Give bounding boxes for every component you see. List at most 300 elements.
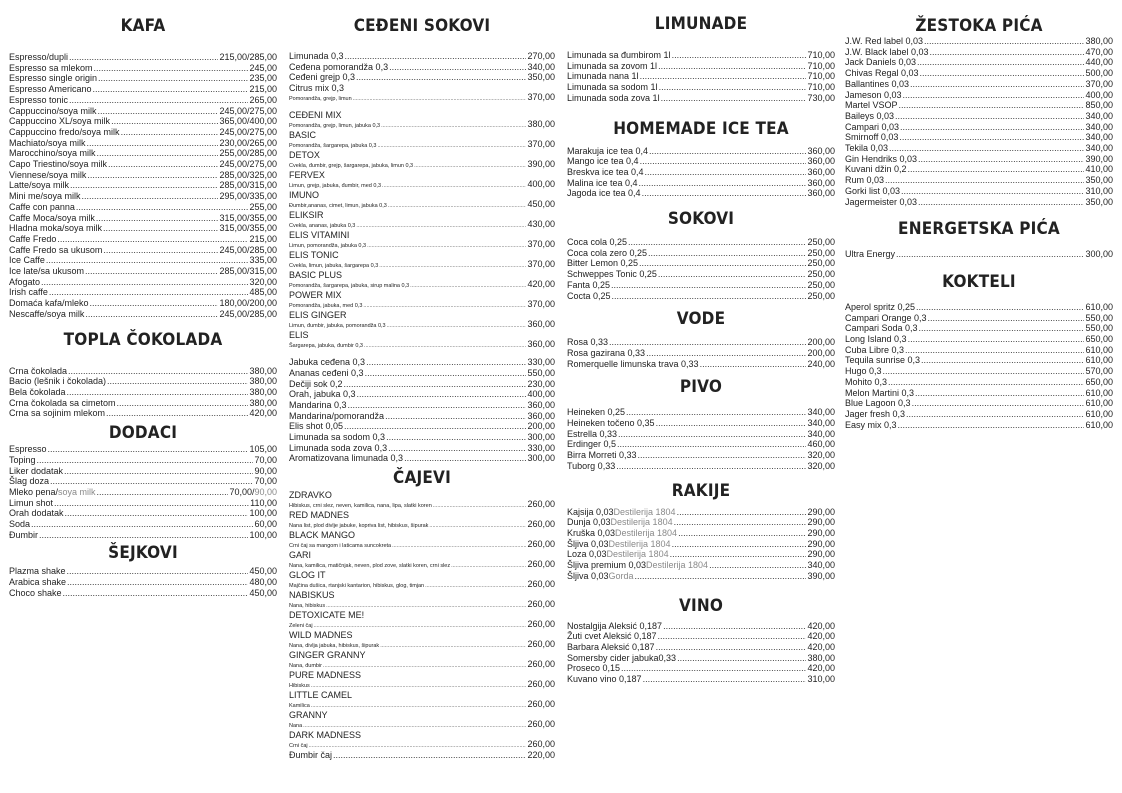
item-price: [807, 549, 835, 560]
leader-dots: [311, 682, 527, 690]
list-item: [567, 71, 835, 82]
leader-dots: [663, 621, 806, 632]
list-item: [289, 51, 555, 62]
item-price: [807, 178, 835, 189]
leader-dots: [640, 71, 807, 82]
combo-name: ZDRAVKO: [289, 490, 332, 501]
item-price-value: 315,00/355,00: [219, 212, 277, 223]
item-price-value: 320,00: [807, 460, 835, 471]
leader-dots: [648, 248, 806, 259]
item-price-value: 330,00: [527, 442, 555, 453]
list-item: [9, 255, 277, 266]
item-note: Destilerija 1804: [646, 560, 709, 571]
list-item: [9, 202, 277, 213]
item-name: Jagermeister 0,03: [845, 196, 918, 207]
leader-dots: [107, 376, 248, 387]
leader-dots: [896, 249, 1084, 260]
combo-desc: Cvekla, đumbir, grejp, šargarepa, jabuka, limun 0,3: [289, 163, 414, 170]
item-name: Caffe Moca/soya milk: [9, 212, 95, 223]
item-price-value: 240,00: [807, 358, 835, 369]
item-name: Cappuccino/soya milk: [9, 105, 97, 116]
item-price: [807, 93, 835, 104]
item-name: Crna čokolada sa cimetom: [9, 397, 116, 408]
item-price-value: 410,00: [1085, 164, 1113, 175]
item-price: [807, 269, 835, 280]
item-price: [807, 146, 835, 157]
item-price-value: 340,00: [807, 407, 835, 418]
item-price: [249, 588, 277, 599]
item-price-value: 335,00: [249, 255, 277, 266]
item-price: [527, 62, 555, 73]
combo-price: 260,00: [527, 739, 555, 750]
combo-price: 430,00: [527, 219, 555, 230]
leader-dots: [643, 674, 807, 685]
list-item: [567, 621, 835, 632]
leader-dots: [903, 90, 1085, 101]
leader-dots: [898, 420, 1085, 431]
leader-dots: [889, 143, 1084, 154]
leader-dots: [414, 162, 526, 170]
item-name: Tequila sunrise 0,3: [845, 355, 921, 366]
item-price-value: 310,00: [1085, 185, 1113, 196]
item-price-value: 420,00: [807, 631, 835, 642]
combo-desc-row: [289, 120, 555, 130]
section-title-pivo: PIVO: [679, 377, 723, 398]
item-name: Campari Orange 0,3: [845, 312, 927, 323]
leader-dots: [920, 68, 1085, 79]
combo-desc-row: [289, 320, 555, 330]
leader-dots: [433, 502, 527, 510]
combo-desc-row: [289, 260, 555, 270]
leader-dots: [677, 653, 806, 664]
list-item: [9, 508, 277, 519]
item-price-value: 610,00: [1085, 344, 1113, 355]
leader-dots: [658, 631, 807, 642]
item-price: [1085, 132, 1113, 143]
item-price-value: 290,00: [807, 538, 835, 549]
leader-dots: [677, 507, 807, 518]
item-name: Đumbir čaj: [289, 750, 333, 761]
item-price-value: 250,00: [807, 269, 835, 280]
item-price: [527, 432, 555, 443]
list-item: [9, 566, 277, 577]
item-price: [254, 519, 277, 530]
item-price-value: 380,00: [249, 376, 277, 387]
leader-dots: [709, 560, 806, 571]
combo-desc: Nana, divlja jabuka, hibiskus, šipurak: [289, 643, 380, 650]
item-name: Baileys 0,03: [845, 110, 895, 121]
citrus-mix-name: Citrus mix 0,3: [289, 83, 345, 94]
item-price: [527, 453, 555, 464]
list-item: [845, 355, 1113, 366]
combo-desc: Limun, đumbir, jabuka, pomorandža 0,3: [289, 323, 386, 330]
leader-dots: [303, 722, 526, 730]
combo-desc-row: [289, 540, 555, 550]
item-price: [527, 379, 555, 390]
item-price-value: 360,00: [807, 145, 835, 156]
list-item: [289, 62, 555, 73]
leader-dots: [117, 398, 249, 409]
item-price: [807, 571, 835, 582]
item-price: [1085, 154, 1113, 165]
item-price: [229, 487, 277, 498]
item-price-value: 60,00: [254, 519, 277, 530]
citrus-mix-price: 370,00: [527, 92, 555, 103]
item-name: Crna čokolada: [9, 365, 68, 376]
item-name: Hugo 0,3: [845, 366, 882, 377]
list-item: [567, 528, 835, 539]
list-item: [567, 280, 835, 291]
item-price-value: 360,00: [807, 156, 835, 167]
cedjeni-combos: [289, 110, 555, 350]
combo-item: [289, 730, 555, 750]
item-price-value: 315,00/355,00: [219, 223, 277, 234]
item-name: Chivas Regal 0,03: [845, 68, 919, 79]
leader-dots: [672, 50, 807, 61]
item-price: [807, 560, 835, 571]
combo-price: 370,00: [527, 259, 555, 270]
list-item: [567, 429, 835, 440]
citrus-mix-item: [289, 83, 555, 103]
leader-dots: [386, 432, 526, 443]
leader-dots: [387, 322, 527, 330]
combo-desc-row: [289, 640, 555, 650]
item-price: [219, 138, 277, 149]
item-price-value: 380,00: [249, 386, 277, 397]
item-price: [1085, 197, 1113, 208]
leader-dots: [76, 202, 249, 213]
list-item: [845, 164, 1113, 175]
item-name: Šlag doza: [9, 476, 50, 487]
item-price: [249, 530, 277, 541]
combo-name: PURE MADNESS: [289, 670, 362, 681]
list-item: [845, 345, 1113, 356]
item-name: Mango ice tea 0,4: [567, 156, 639, 167]
item-name: Plazma shake: [9, 566, 66, 577]
leader-dots: [333, 750, 526, 761]
item-price: [249, 398, 277, 409]
item-name: Limun shot: [9, 497, 54, 508]
item-name: Kuvano vino 0,187: [567, 674, 642, 685]
item-price: [249, 73, 277, 84]
item-price: [1085, 57, 1113, 68]
item-price: [807, 528, 835, 539]
energetska-pica-list: [845, 249, 1113, 260]
item-name: Schweppes Tonic 0,25: [567, 269, 657, 280]
combo-item: [289, 590, 555, 610]
list-item: [9, 191, 277, 202]
section-title-kokteli: KOKTELI: [942, 271, 1016, 292]
item-price-value: 610,00: [1085, 398, 1113, 409]
leader-dots: [379, 262, 526, 270]
combo-item: [289, 690, 555, 710]
item-name: Cocta 0,25: [567, 290, 611, 301]
list-item: [9, 487, 277, 498]
list-item: [567, 642, 835, 653]
list-item: [567, 631, 835, 642]
item-name: Jameson 0,03: [845, 89, 902, 100]
item-price: [807, 631, 835, 642]
combo-item: [289, 510, 555, 530]
vode-list: [567, 337, 835, 369]
combo-price: 450,00: [527, 199, 555, 210]
leader-dots: [621, 663, 806, 674]
combo-item: [289, 550, 555, 570]
list-item: [845, 79, 1113, 90]
combo-desc-row: [289, 180, 555, 190]
item-name: Jack Daniels 0,03: [845, 57, 917, 68]
item-price: [254, 466, 277, 477]
item-price-value: 255,00: [249, 201, 277, 212]
item-price-value: 460,00: [807, 439, 835, 450]
leader-dots: [928, 313, 1085, 324]
combo-desc: Hibiskus, crni slez, neven, kamilica, nana, lipa, slatki koren: [289, 503, 432, 510]
item-price: [807, 359, 835, 370]
item-price: [249, 277, 277, 288]
item-price-value: 245,00/285,00: [219, 244, 277, 255]
item-price-value: 230,00/265,00: [219, 137, 277, 148]
item-price: [1085, 409, 1113, 420]
combo-price: 260,00: [527, 599, 555, 610]
item-price: [249, 566, 277, 577]
combo-desc-row: [289, 600, 555, 610]
item-price: [1085, 334, 1113, 345]
leader-dots: [915, 388, 1084, 399]
item-price: [1085, 36, 1113, 47]
item-price-value: 340,00: [527, 61, 555, 72]
leader-dots: [96, 213, 219, 224]
item-price: [807, 621, 835, 632]
list-item: [9, 277, 277, 288]
list-item: [9, 519, 277, 530]
combo-desc: Cvekla, limun, jabuka, šargarepa 0,3: [289, 263, 379, 270]
leader-dots: [918, 154, 1084, 165]
combo-item: [289, 290, 555, 310]
leader-dots: [888, 377, 1084, 388]
leader-dots: [345, 51, 527, 62]
list-item: [567, 167, 835, 178]
item-note: soya milk: [58, 486, 96, 497]
item-name: Ananas ceđeni 0,3: [289, 367, 364, 378]
list-item: [567, 407, 835, 418]
leader-dots: [919, 323, 1085, 334]
item-price-value: 250,00: [807, 290, 835, 301]
leader-dots: [348, 400, 527, 411]
item-price-value: 285,00/315,00: [219, 180, 277, 191]
item-name: Campari Soda 0,3: [845, 323, 918, 334]
list-item: [567, 178, 835, 189]
list-item: [567, 156, 835, 167]
list-item: [845, 90, 1113, 101]
combo-price: 260,00: [527, 579, 555, 590]
leader-dots: [429, 522, 526, 530]
item-name: J.W. Black label 0,03: [845, 46, 929, 57]
item-price: [527, 51, 555, 62]
combo-item: [289, 570, 555, 590]
item-name: Espresso sa mlekom: [9, 62, 93, 73]
item-name: Mohito 0,3: [845, 376, 888, 387]
list-item: [845, 47, 1113, 58]
item-price: [807, 429, 835, 440]
item-price-value: 350,00: [1085, 196, 1113, 207]
item-name: Jabuka ceđena 0,3: [289, 357, 366, 368]
list-item: [9, 298, 277, 309]
item-price-value: 340,00: [807, 560, 835, 571]
item-name: Caffe Fredo sa ukusom: [9, 244, 103, 255]
list-item: [567, 507, 835, 518]
leader-dots: [912, 398, 1085, 409]
section-title-limunade: LIMUNADE: [654, 14, 748, 34]
section-title-zestoka-pica: ŽESTOKA PIĆA: [915, 16, 1043, 36]
item-name: Marocchino/soya milk: [9, 148, 96, 159]
leader-dots: [885, 175, 1084, 186]
item-price-value: 440,00: [1085, 57, 1113, 68]
combo-name: ELIS GINGER: [289, 310, 347, 321]
item-price-value: 450,00: [249, 566, 277, 577]
leader-dots: [906, 409, 1084, 420]
item-price: [527, 421, 555, 432]
leader-dots: [910, 79, 1084, 90]
combo-item: [289, 650, 555, 670]
list-item: [9, 444, 277, 455]
item-name: Dečiji sok 0,2: [289, 378, 343, 389]
combo-name: NABISKUS: [289, 590, 335, 601]
item-price-value: 380,00: [1085, 36, 1113, 46]
kokteli-list: [845, 302, 1113, 430]
item-name: Tuborg 0,33: [567, 460, 616, 471]
cajevi-last-list: [289, 750, 555, 761]
leader-dots: [642, 188, 807, 199]
item-price-value: 215,00/285,00: [219, 52, 277, 62]
combo-name: GARI: [289, 550, 312, 561]
item-price: [1085, 345, 1113, 356]
item-price-value: 480,00: [249, 577, 277, 588]
item-price: [807, 248, 835, 259]
combo-desc: Pomorandža, jabuka, med 0,3: [289, 303, 363, 310]
item-name: Long Island 0,3: [845, 334, 907, 345]
list-item: [9, 387, 277, 398]
leader-dots: [48, 444, 249, 455]
list-item: [845, 388, 1113, 399]
item-price-value: 70,00: [254, 476, 277, 487]
list-item: [289, 389, 555, 400]
item-price: [219, 309, 277, 320]
leader-dots: [69, 52, 218, 63]
item-price: [807, 642, 835, 653]
combo-item: [289, 490, 555, 510]
combo-desc-row: [289, 200, 555, 210]
item-price: [1085, 249, 1113, 260]
item-price-value: 320,00: [807, 450, 835, 461]
item-price-value: 300,00: [527, 453, 555, 464]
item-name: Kajsija 0,03: [567, 506, 614, 517]
item-price-value: 350,00: [527, 72, 555, 83]
combo-name: DARK MADNESS: [289, 730, 362, 741]
leader-dots: [65, 508, 249, 519]
list-item: [289, 443, 555, 454]
item-name: Aperol spritz 0,25: [845, 301, 916, 312]
item-price: [807, 663, 835, 674]
item-name: Martel VSOP: [845, 100, 898, 111]
item-price: [807, 348, 835, 359]
combo-desc-row: [289, 620, 555, 630]
item-price: [807, 439, 835, 450]
leader-dots: [451, 562, 526, 570]
leader-dots: [639, 258, 806, 269]
item-name: Orah dodatak: [9, 508, 64, 519]
item-price-value: 200,00: [807, 337, 835, 348]
item-price: [807, 258, 835, 269]
list-item: [845, 313, 1113, 324]
item-price-value: 390,00: [807, 570, 835, 581]
leader-dots: [90, 298, 219, 309]
leader-dots: [670, 549, 807, 560]
leader-dots: [67, 577, 248, 588]
list-item: [9, 577, 277, 588]
item-price: [807, 167, 835, 178]
item-price-value: 215,00: [249, 84, 277, 95]
item-price-value: 420,00: [807, 620, 835, 631]
item-price: [807, 539, 835, 550]
leader-dots: [39, 530, 248, 541]
list-item: [289, 453, 555, 464]
leader-dots: [70, 180, 218, 191]
section-title-cedjeni-sokovi: CEĐENI SOKOVI: [353, 16, 491, 36]
item-name: Arabica shake: [9, 577, 67, 588]
item-name: Coca cola 0,25: [567, 237, 628, 248]
list-item: [845, 36, 1113, 47]
item-note: Destilerija 1804: [606, 549, 669, 560]
combo-item: [289, 630, 555, 650]
item-name: Marakuja ice tea 0,4: [567, 145, 649, 156]
item-name: Estrella 0,33: [567, 428, 618, 439]
section-title-cajevi: ČAJEVI: [393, 468, 451, 489]
leader-dots: [111, 116, 218, 127]
item-price: [1085, 111, 1113, 122]
combo-desc-row: [289, 340, 555, 350]
item-price-value: 400,00: [527, 389, 555, 400]
item-note: Destilerija 1804: [613, 506, 676, 517]
leader-dots: [908, 164, 1085, 175]
item-price: [807, 653, 835, 664]
item-price-value: 550,00: [1085, 312, 1113, 323]
item-price: [1085, 122, 1113, 133]
leader-dots: [658, 61, 806, 72]
list-item: [9, 106, 277, 117]
item-name: Somersby cider jabuka0,33: [567, 652, 677, 663]
leader-dots: [69, 95, 248, 106]
combo-item: [289, 270, 555, 290]
item-price-value: 340,00: [1085, 143, 1113, 154]
list-item: [845, 334, 1113, 345]
item-price-value: 340,00: [1085, 110, 1113, 121]
item-name: Caffe con panna: [9, 201, 75, 212]
leader-dots: [64, 466, 253, 477]
list-item: [567, 337, 835, 348]
item-price: [254, 455, 277, 466]
combo-name: ELIS TONIC: [289, 250, 339, 261]
list-item: [9, 180, 277, 191]
list-item: [845, 186, 1113, 197]
combo-desc: Crni čaj sa mangom i laticama suncokreta: [289, 543, 392, 550]
item-price: [1085, 302, 1113, 313]
item-price-value: 245,00/275,00: [219, 159, 277, 170]
item-price: [219, 191, 277, 202]
dodaci-list: [9, 444, 277, 540]
leader-dots: [85, 266, 218, 277]
list-item: [9, 73, 277, 84]
leader-dots: [924, 36, 1084, 47]
